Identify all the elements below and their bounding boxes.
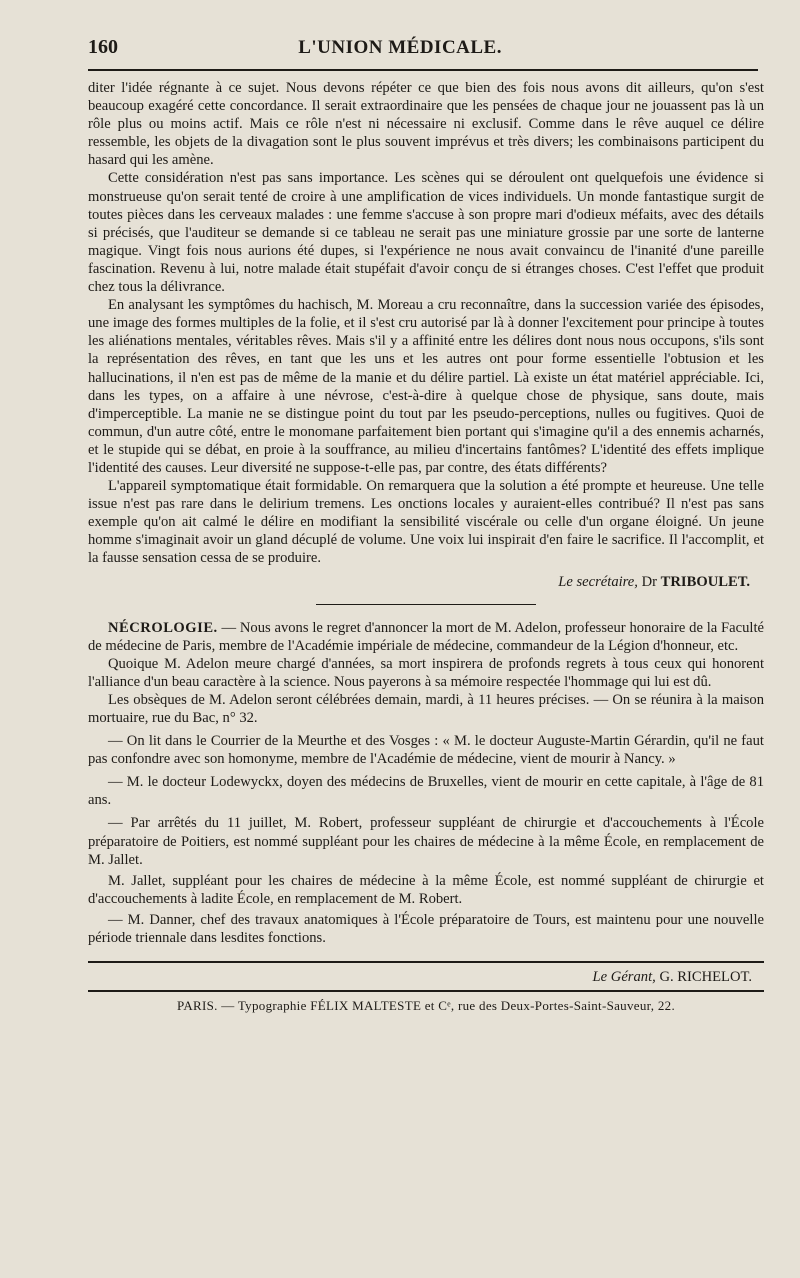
- news-item-2: — M. le docteur Lodewyckx, doyen des médecins de Bruxelles, vient de mourir en cette capitale, à l'âge de 81 ans.: [88, 774, 764, 809]
- signature-title: Dr: [641, 573, 657, 590]
- gerant-signature: [88, 969, 764, 986]
- imprint-rule: [88, 990, 764, 992]
- printer-imprint: PARIS. — Typographie FÉLIX MALTESTE et Cᵉ, rue des Deux-Portes-Saint-Sauveur, 22.: [176, 998, 675, 1014]
- header-rule: [88, 69, 758, 71]
- signature-role: Le secrétaire,: [558, 573, 638, 590]
- signature-name: TRIBOULET.: [660, 573, 750, 590]
- necrology-paragraph-1: Quoique M. Adelon meure chargé d'années, sa mort inspirera de profonds regrets à tous ceux qui honorent l'alliance d'un beau caractère à la science. Nous payerons à sa mémoire respectée l'hommage qui lui est dû.: [88, 655, 764, 690]
- news-item-5: — M. Danner, chef des travaux anatomiques à l'École préparatoire de Tours, est maintenu pour une nouvelle période triennale dans lesdites fonctions.: [88, 911, 764, 947]
- gerant-role: Le Gérant,: [592, 969, 656, 986]
- news-item-4: M. Jallet, suppléant pour les chaires de médecine à la même École, est nommé suppléant de chirurgie et d'accouchements à ladite École, en remplacement de M. Robert.: [88, 872, 764, 907]
- paragraph-3: En analysant les symptômes du hachisch, M. Moreau a cru reconnaître, dans la succession variée des épisodes, une image des formes multiples de la folie, et il s'est cru autorisé par là à donner l'excitement pour principe à toutes les aliénations mentales, véritables rêves. Mais s'il y a affinité entre les délires dont nous nous occupons, s'ils sont la représentation des rêves, en tant que les uns et les autres ont pour forme essentielle l'obtusion et les hallucinations, il n'en est pas de même de la manie et du délire partiel. Là existe un état matériel appréciable. Ici, dans les types, on a affaire à une névrose, c'est-à-dire à quelque chose de physique, sans doute, mais d'imperceptible. La manie ne se distingue point du tout par les pseudo-perceptions, nulles ou fugitives. Quoi de commun, d'un autre côté, entre le monomane parfaitement bien portant qui s'imagine qu'il a des ennemis acharnés, et le stupide qui se débat, en proie à la souffrance, au milieu d'incertains fantômes? L'identité des effets implique l'identité des causes. Leur diversité ne suppose-t-elle pas, par contre, des états différents?: [88, 297, 764, 476]
- necrology-lead: [88, 619, 764, 655]
- footer-rule: [88, 961, 764, 963]
- paragraph-1: diter l'idée régnante à ce sujet. Nous devons répéter ce que bien des fois nous avons dit ailleurs, qu'on s'est beaucoup exagéré cette concordance. Il serait extraordinaire que les pensées de chaque jour ne jouassent pas là un rôle plus ou moins actif. Mais ce rôle n'est ni nécessaire ni exclusif. Comme dans le rêve auquel ce délire ressemble, les objets de la divagation sont le plus souvent imprévus et très divers; les combinaisons participent du hasard qui les amène.: [88, 80, 764, 169]
- paragraph-2: Cette considération n'est pas sans importance. Les scènes qui se déroulent ont quelquefois une évidence si monstrueuse qu'on serait tenté de croire à une amplification de vices individuels. Un monde fantastique surgit de toutes pièces dans les cerveaux malades : une femme s'accuse à son propre mari d'odieux méfaits, avec des détails si précisés, que l'auditeur se demande si ce tableau ne serait pas une miniature grossie par une sorte de lanterne magique. Vingt fois nous aurions été dupes, si l'expérience ne nous avait convaincu de l'inanité d'une pareille fascination. Revenu à lui, notre malade était stupéfait d'avoir conçu de si étranges choses. C'est l'effet que produit chez tous la délivrance.: [88, 170, 764, 296]
- article-body: [88, 79, 764, 1014]
- gerant-name: G. RICHELOT.: [659, 969, 752, 986]
- page-header: [88, 36, 762, 59]
- necrology-first: — Nous avons le regret d'annoncer la mort de M. Adelon, professeur honoraire de la Faculté de médecine de Paris, membre de l'Académie impériale de médecine, commandeur de la Légion d'honneur, etc.: [88, 619, 764, 654]
- journal-title: L'UNION MÉDICALE.: [298, 37, 502, 58]
- necrology-paragraph-2: Les obsèques de M. Adelon seront célébrées demain, mardi, à 11 heures précises. — On se réunira à la maison mortuaire, rue du Bac, n° 32.: [88, 691, 764, 726]
- news-item-3: — Par arrêtés du 11 juillet, M. Robert, professeur suppléant de chirurgie et d'accouchements à l'École préparatoire de Poitiers, est nommé suppléant pour les chaires de médecine à la même École, en remplacement de M. Jallet.: [88, 815, 764, 868]
- news-item-1: — On lit dans le Courrier de la Meurthe et des Vosges : « M. le docteur Auguste-Martin Gérardin, qu'il ne faut pas confondre avec son homonyme, membre de l'Académie de médecine, vient de mourir à Nancy. »: [88, 733, 764, 768]
- section-divider: [316, 604, 536, 605]
- necrology-title: NÉCROLOGIE.: [108, 619, 218, 636]
- page-number: 160: [88, 36, 118, 58]
- secretary-signature: [88, 572, 764, 592]
- paragraph-4: L'appareil symptomatique était formidable. On remarquera que la solution a été prompte et heureuse. Une telle issue n'est pas rare dans le delirium tremens. Les onctions locales y auraient-elles contribué? Il n'est pas sans exemple qu'on ait calmé le délire en modifiant la sensibilité viscérale ou celle d'un organe éloigné. Un jeune homme s'imaginait avoir un gland décuplé de volume. Une voix lui inspirait d'en faire le sacrifice. Il l'accomplit, et la fausse sensation cessa de se produire.: [88, 478, 764, 567]
